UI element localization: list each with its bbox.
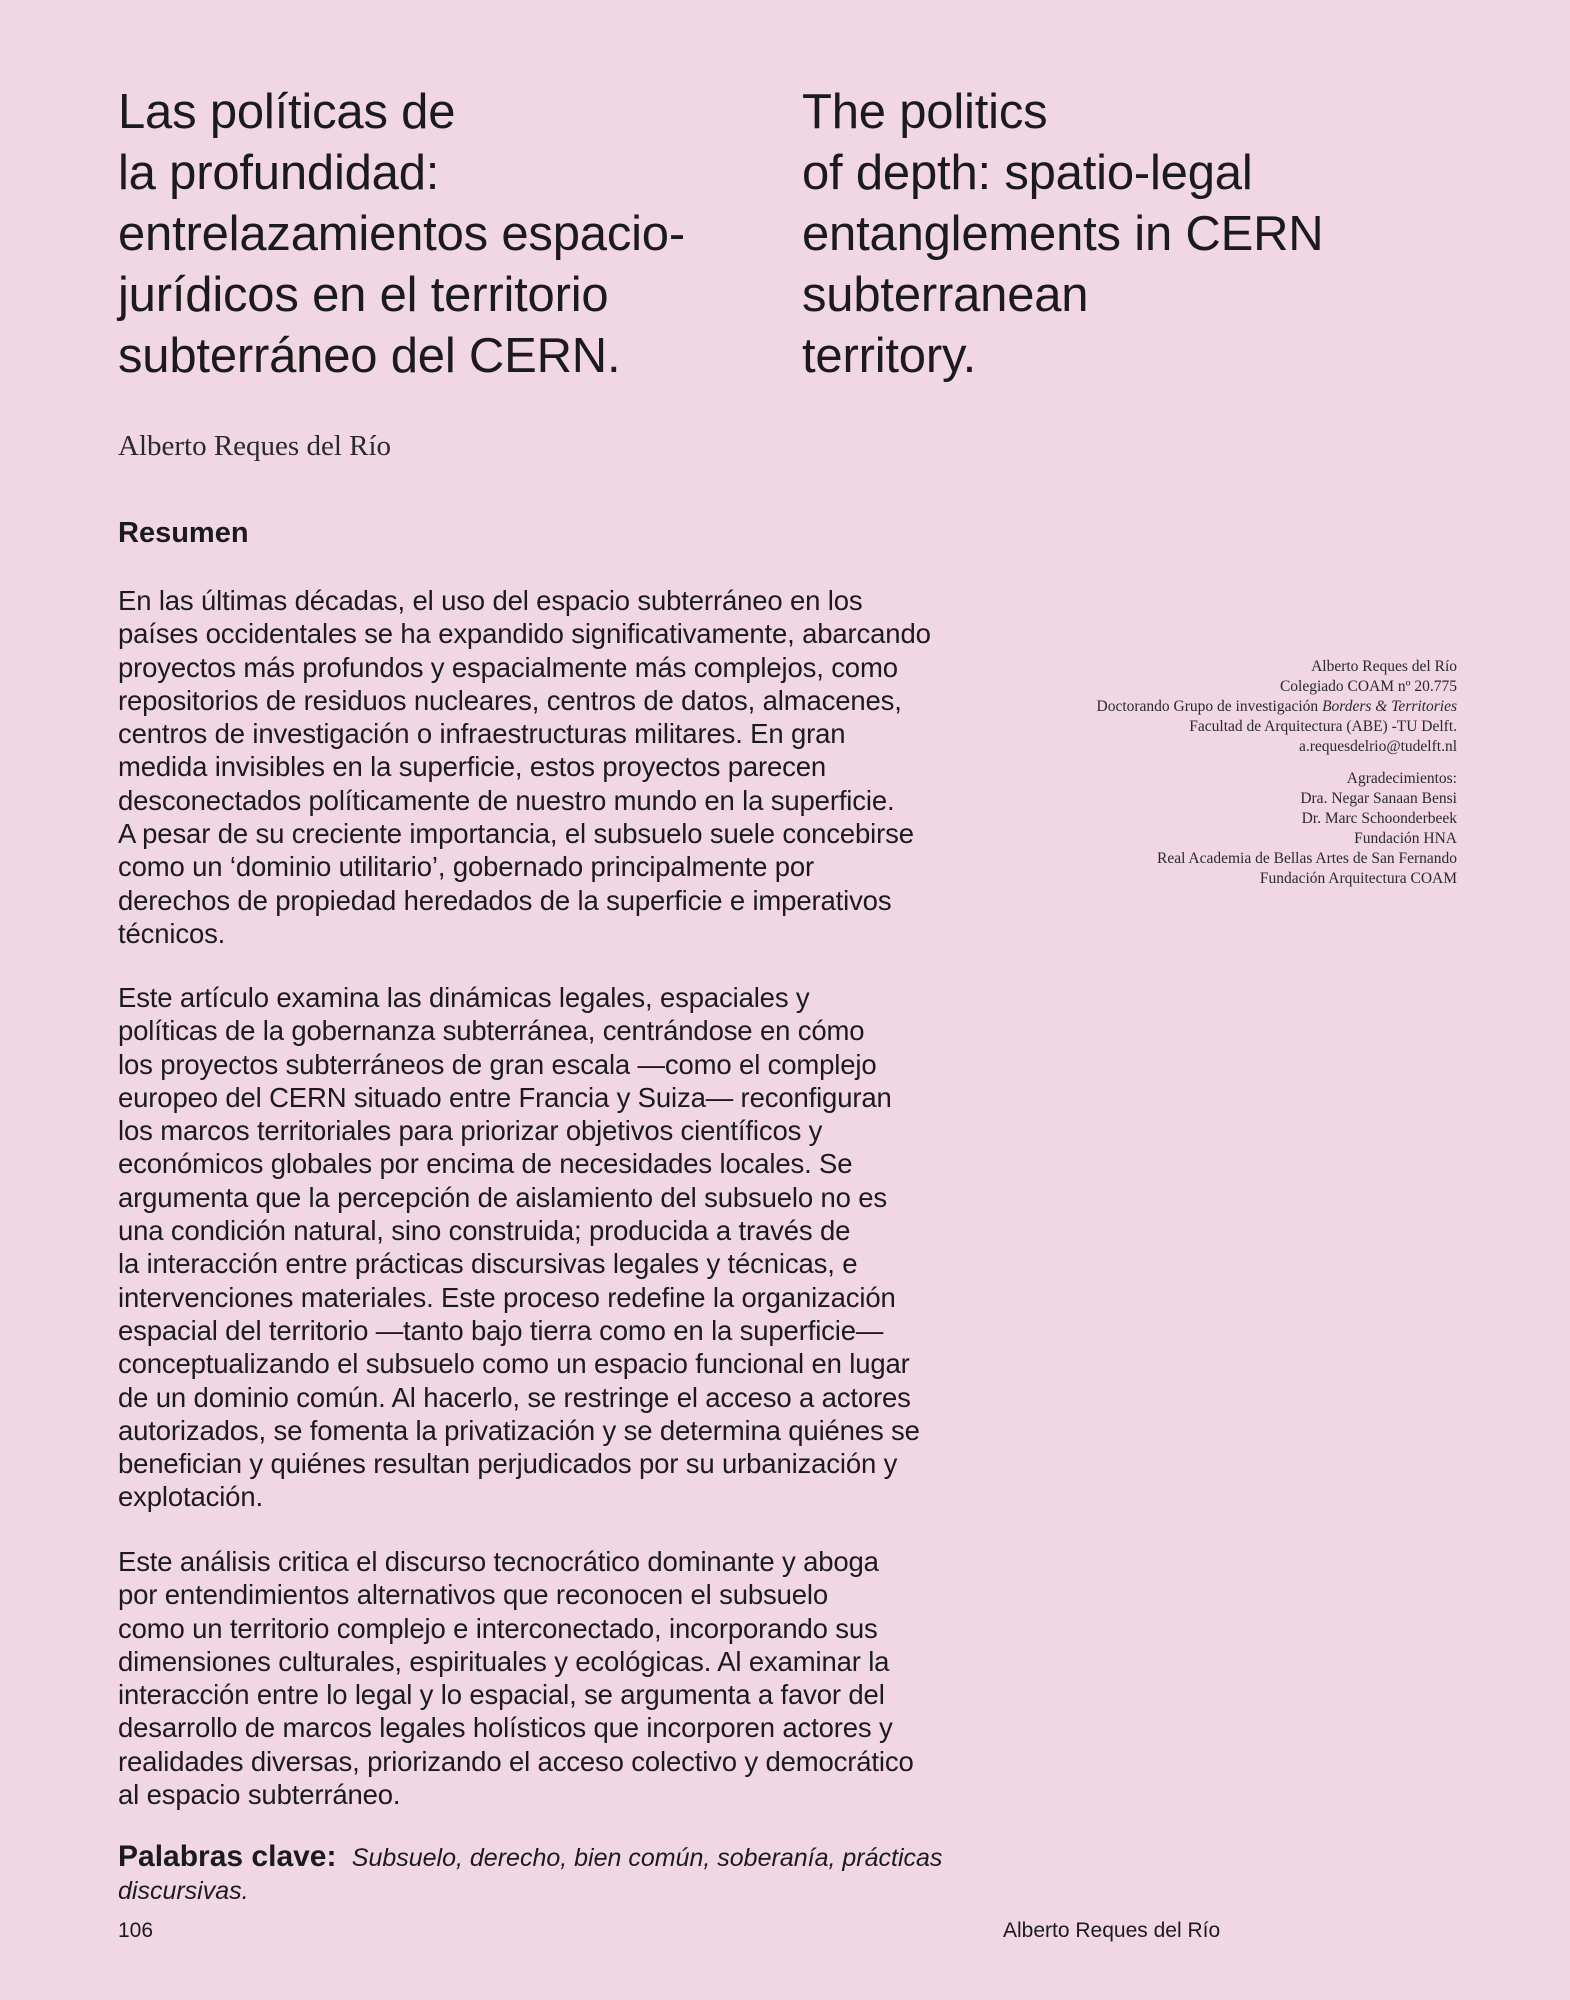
sidebar-author-name: Alberto Reques del Río (1311, 658, 1457, 675)
text-line: de un dominio común. Al hacerlo, se restringe el acceso a actores (118, 1381, 911, 1413)
abstract-paragraph-2 (118, 981, 1018, 1514)
text-line: autorizados, se fomenta la privatización y se determina quiénes se (118, 1414, 920, 1446)
title-line: territory. (802, 329, 977, 383)
text-line: A pesar de su creciente importancia, el subsuelo suele concebirse (118, 818, 914, 850)
text-line: En las últimas décadas, el uso del espacio subterráneo en los (118, 585, 863, 616)
title-line: Las políticas de (118, 85, 456, 139)
text-line: técnicos. (118, 917, 226, 949)
title-line: The politics (802, 85, 1048, 139)
abstract-paragraph-1 (118, 584, 1018, 950)
keywords-text-continued: discursivas. (118, 1877, 249, 1905)
text-line: centros de investigación o infraestructuras militares. En gran (118, 718, 846, 750)
title-line: entanglements in CERN (802, 207, 1324, 261)
text-line: dimensiones culturales, espirituales y ecológicas. Al examinar la (118, 1645, 890, 1677)
text-line: benefician y quiénes resultan perjudicados por su urbanización y (118, 1448, 898, 1480)
title-spanish (118, 82, 758, 387)
keywords-line (118, 1840, 1018, 1875)
text-line: intervenciones materiales. Este proceso redefine la organización (118, 1281, 896, 1313)
keywords (118, 1840, 1018, 1908)
title-english (802, 82, 1362, 387)
keywords-label: Palabras clave: (118, 1840, 337, 1873)
text-line: derechos de propiedad heredados de la superficie e imperativos (118, 884, 892, 916)
abstract-paragraph-3 (118, 1545, 1018, 1811)
text-line: desconectados políticamente de nuestro mundo en la superficie. (118, 784, 895, 816)
text-line: espacial del territorio —tanto bajo tierra como en la superficie— (118, 1314, 884, 1346)
text-line: interacción entre lo legal y lo espacial, se argumenta a favor del (118, 1679, 885, 1711)
text-line: Este análisis critica el discurso tecnocrático dominante y aboga (118, 1546, 879, 1577)
text-line: al espacio subterráneo. (118, 1779, 401, 1811)
text-line: realidades diversas, priorizando el acceso colectivo y democrático (118, 1745, 914, 1777)
title-line: subterráneo del CERN. (118, 329, 621, 383)
sidebar-doctorate (957, 697, 1457, 717)
sidebar-email: a.requesdelrio@tudelft.nl (1298, 738, 1457, 755)
title-line: jurídicos en el territorio (118, 268, 609, 322)
text-line: los proyectos subterráneos de gran escala —como el complejo (118, 1048, 877, 1080)
text-line: medida invisibles en la superficie, estos proyectos parecen (118, 751, 827, 783)
text-line: los marcos territoriales para priorizar objetivos científicos y (118, 1115, 823, 1147)
text-line: repositorios de residuos nucleares, centros de datos, almacenes, (118, 684, 902, 716)
title-line: subterranean (802, 268, 1089, 322)
text-line: países occidentales se ha expandido significativamente, abarcando (118, 618, 931, 650)
text-line: Este artículo examina las dinámicas legales, espaciales y (118, 982, 810, 1013)
title-line: la profundidad: (118, 146, 440, 200)
page-number: 106 (118, 1919, 154, 1942)
acknowledgement-item: Fundación Arquitectura COAM (1259, 870, 1457, 887)
sidebar-gap (957, 757, 1457, 769)
text-line: desarrollo de marcos legales holísticos que incorporen actores y (118, 1712, 893, 1744)
acknowledgement-item: Fundación HNA (1354, 830, 1457, 847)
author-name: Alberto Reques del Río (118, 430, 392, 462)
text-line: proyectos más profundos y espacialmente más complejos, como (118, 651, 898, 683)
text-line: argumenta que la percepción de aislamiento del subsuelo no es (118, 1181, 888, 1213)
sidebar-registration: Colegiado COAM nº 20.775 (1279, 678, 1457, 695)
running-footer-author: Alberto Reques del Río (1003, 1919, 1221, 1942)
doctorate-prefix: Doctorando Grupo de investigación (1096, 698, 1323, 715)
acknowledgement-item: Real Academia de Bellas Artes de San Fernando (1156, 850, 1457, 867)
title-line: of depth: spatio-legal (802, 146, 1253, 200)
text-line: conceptualizando el subsuelo como un espacio funcional en lugar (118, 1348, 910, 1380)
acknowledgement-item: Dr. Marc Schoonderbeek (1301, 810, 1457, 827)
text-line: como un territorio complejo e interconectado, incorporando sus (118, 1612, 878, 1644)
text-line: la interacción entre prácticas discursivas legales y técnicas, e (118, 1248, 858, 1280)
text-line: políticas de la gobernanza subterránea, centrándose en cómo (118, 1015, 865, 1047)
title-line: entrelazamientos espacio- (118, 207, 685, 261)
author-sidebar (957, 657, 1457, 889)
acknowledgement-item: Dra. Negar Sanaan Bensi (1300, 790, 1457, 807)
acknowledgements-heading: Agradecimientos: (1346, 770, 1457, 787)
text-line: explotación. (118, 1481, 263, 1513)
research-group: Borders & Territories (1322, 698, 1457, 715)
text-line: como un ‘dominio utilitario’, gobernado principalmente por (118, 851, 815, 883)
abstract-heading: Resumen (118, 517, 249, 549)
text-line: europeo del CERN situado entre Francia y Suiza— reconfiguran (118, 1081, 892, 1113)
text-line: por entendimientos alternativos que reconocen el subsuelo (118, 1579, 828, 1611)
text-line: una condición natural, sino construida; producida a través de (118, 1215, 851, 1247)
keywords-text: Subsuelo, derecho, bien común, soberanía, prácticas (351, 1844, 943, 1872)
text-line: económicos globales por encima de necesidades locales. Se (118, 1148, 853, 1180)
sidebar-faculty: Facultad de Arquitectura (ABE) -TU Delft. (1189, 718, 1457, 735)
